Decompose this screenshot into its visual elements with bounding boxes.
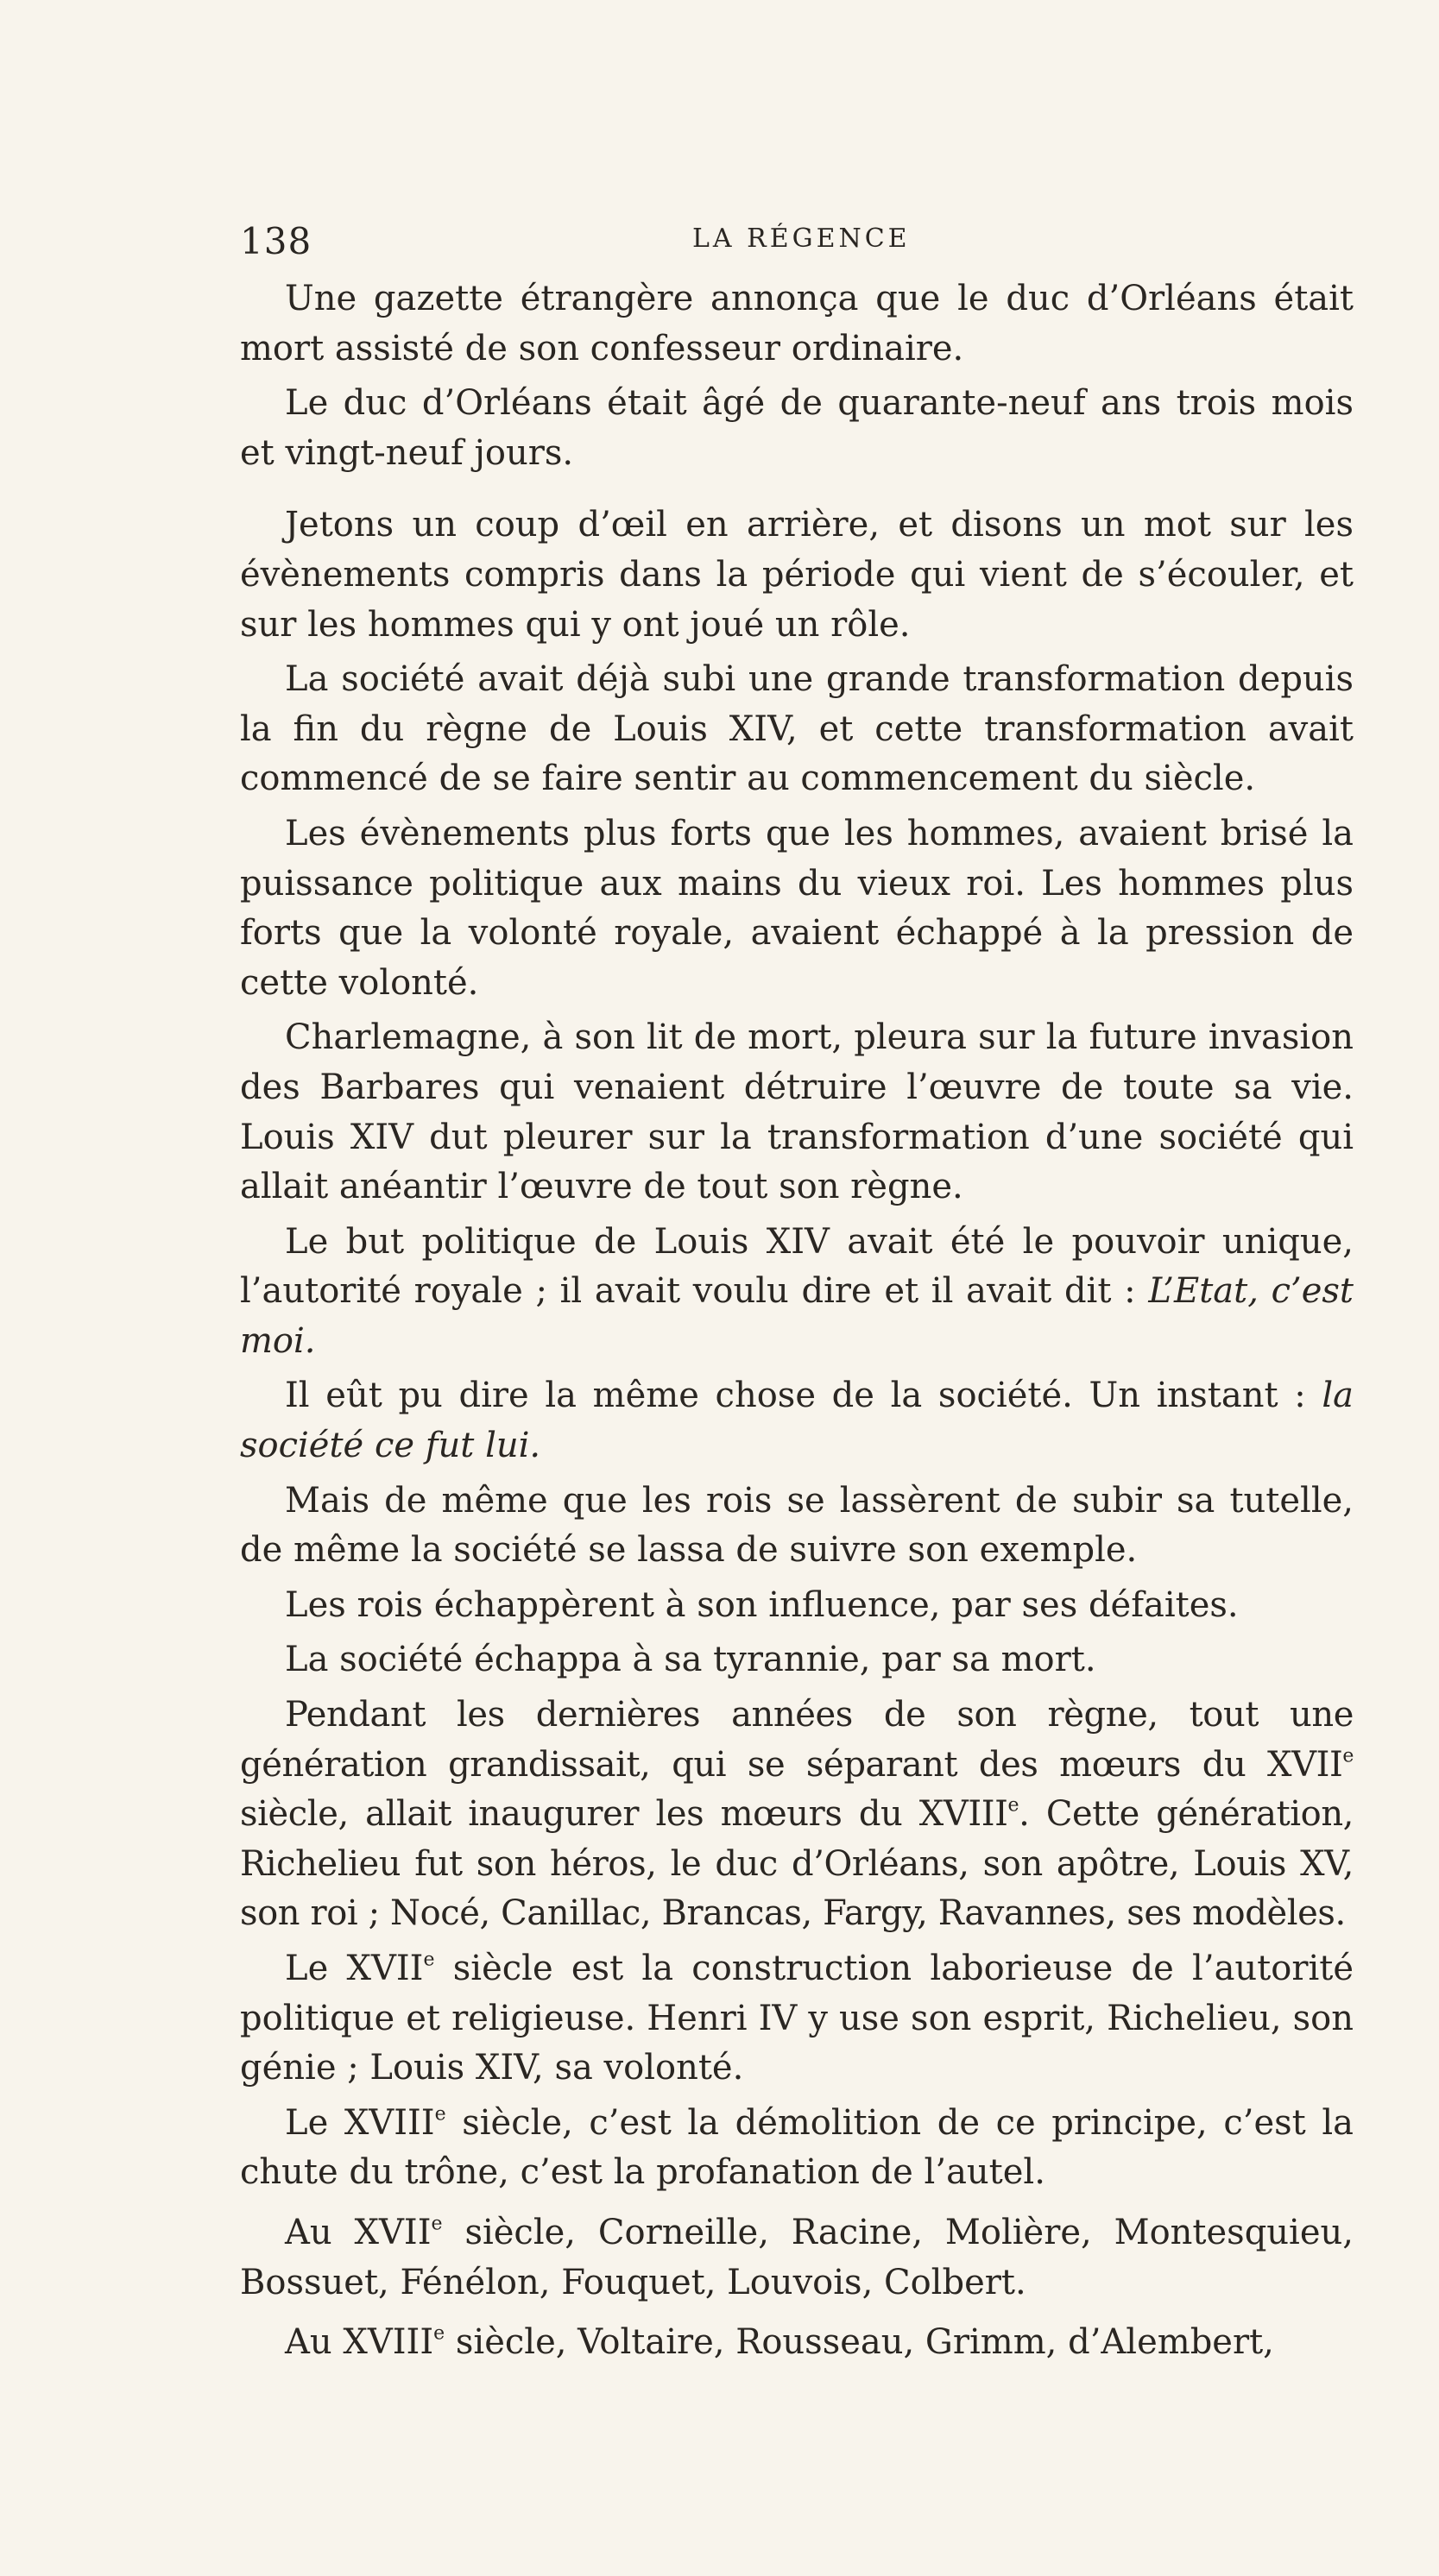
paragraph-18th-century: Le XVIIIe siècle, c’est la démolition de ce principe, c’est la chute du trône, c’est la profanation de l’autel. — [240, 2102, 1354, 2193]
quote-societe: la société ce fut lui. — [240, 1376, 1354, 1466]
paragraph-transformation: La société avait déjà subi une grande transformation depuis la fin du règne de Louis XIV, et cette transformation avait commencé de se faire sentir au commencement du siècle. — [240, 659, 1354, 799]
paragraph-tutelle: Mais de même que les rois se lassèrent de subir sa tutelle, de même la société se lassa de suivre son exemple. — [240, 1480, 1354, 1571]
paragraph-society-escape: La société échappa à sa tyrannie, par sa mort. — [285, 1640, 1096, 1680]
paragraph-kings-escape: Les rois échappèrent à son influence, par ses défaites. — [285, 1584, 1239, 1625]
paragraph-age: Le duc d’Orléans était âgé de quarante-neuf ans trois mois et vingt-neuf jours. — [240, 383, 1354, 473]
paragraph-17th-century: Le XVIIe siècle est la construction laborieuse de l’autorité politique et religieuse. Henri IV y use son esprit, Richelieu, son génie ; Louis XIV, sa volonté. — [240, 1949, 1354, 2088]
paragraph-society: Il eût pu dire la même chose de la société. Un instant : la société ce fut lui. — [240, 1376, 1354, 1466]
quote-etat: L’Etat, c’est moi. — [240, 1271, 1354, 1361]
paragraph-retrospect: Jetons un coup d’œil en arrière, et disons un mot sur les évènements compris dans la période qui vient de s’écouler, et sur les hommes qui y ont joué un rôle. — [240, 505, 1354, 645]
running-title: LA RÉGENCE — [692, 224, 911, 254]
page-header — [0, 220, 1439, 272]
paragraph-generation: Pendant les dernières années de son règne, tout une génération grandissait, qui se séparant des mœurs du XVIIe siècle, allait inaugurer les mœurs du XVIIIe. Cette génération, Richelieu fut son héros, le duc d’Orléans, son apôtre, Louis XV, son roi ; Nocé, Canillac, Brancas, Fargy, Ravannes, ses modèles. — [240, 1695, 1354, 1934]
paragraph-political-aim: Le but politique de Louis XIV avait été le pouvoir unique, l’autorité royale ; il avait voulu dire et il avait dit : L’Etat, c’est moi. — [240, 1221, 1354, 1361]
paragraph-events: Les évènements plus forts que les hommes, avaient brisé la puissance politique aux mains du vieux roi. Les hommes plus forts que la volonté royale, avaient échappé à la pression de cette volonté. — [240, 813, 1354, 1003]
paragraph-18th-names: Au XVIIIe siècle, Voltaire, Rousseau, Grimm, d’Alembert, — [285, 2322, 1274, 2363]
paragraph-gazette: Une gazette étrangère annonça que le duc d’Orléans était mort assisté de son confesseur ordinaire. — [240, 279, 1354, 368]
paragraph-charlemagne: Charlemagne, à son lit de mort, pleura sur la future invasion des Barbares qui venaient détruire l’œuvre de toute sa vie. Louis XIV dut pleurer sur la transformation d’une société qui allait anéantir l’œuvre de tout son règne. — [240, 1017, 1354, 1207]
paragraph-17th-names: Au XVIIe siècle, Corneille, Racine, Molière, Montesquieu, Bossuet, Fénélon, Fouquet, Louvois, Colbert. — [240, 2212, 1354, 2302]
page-number: 138 — [240, 220, 312, 262]
body-text — [240, 274, 1354, 2368]
